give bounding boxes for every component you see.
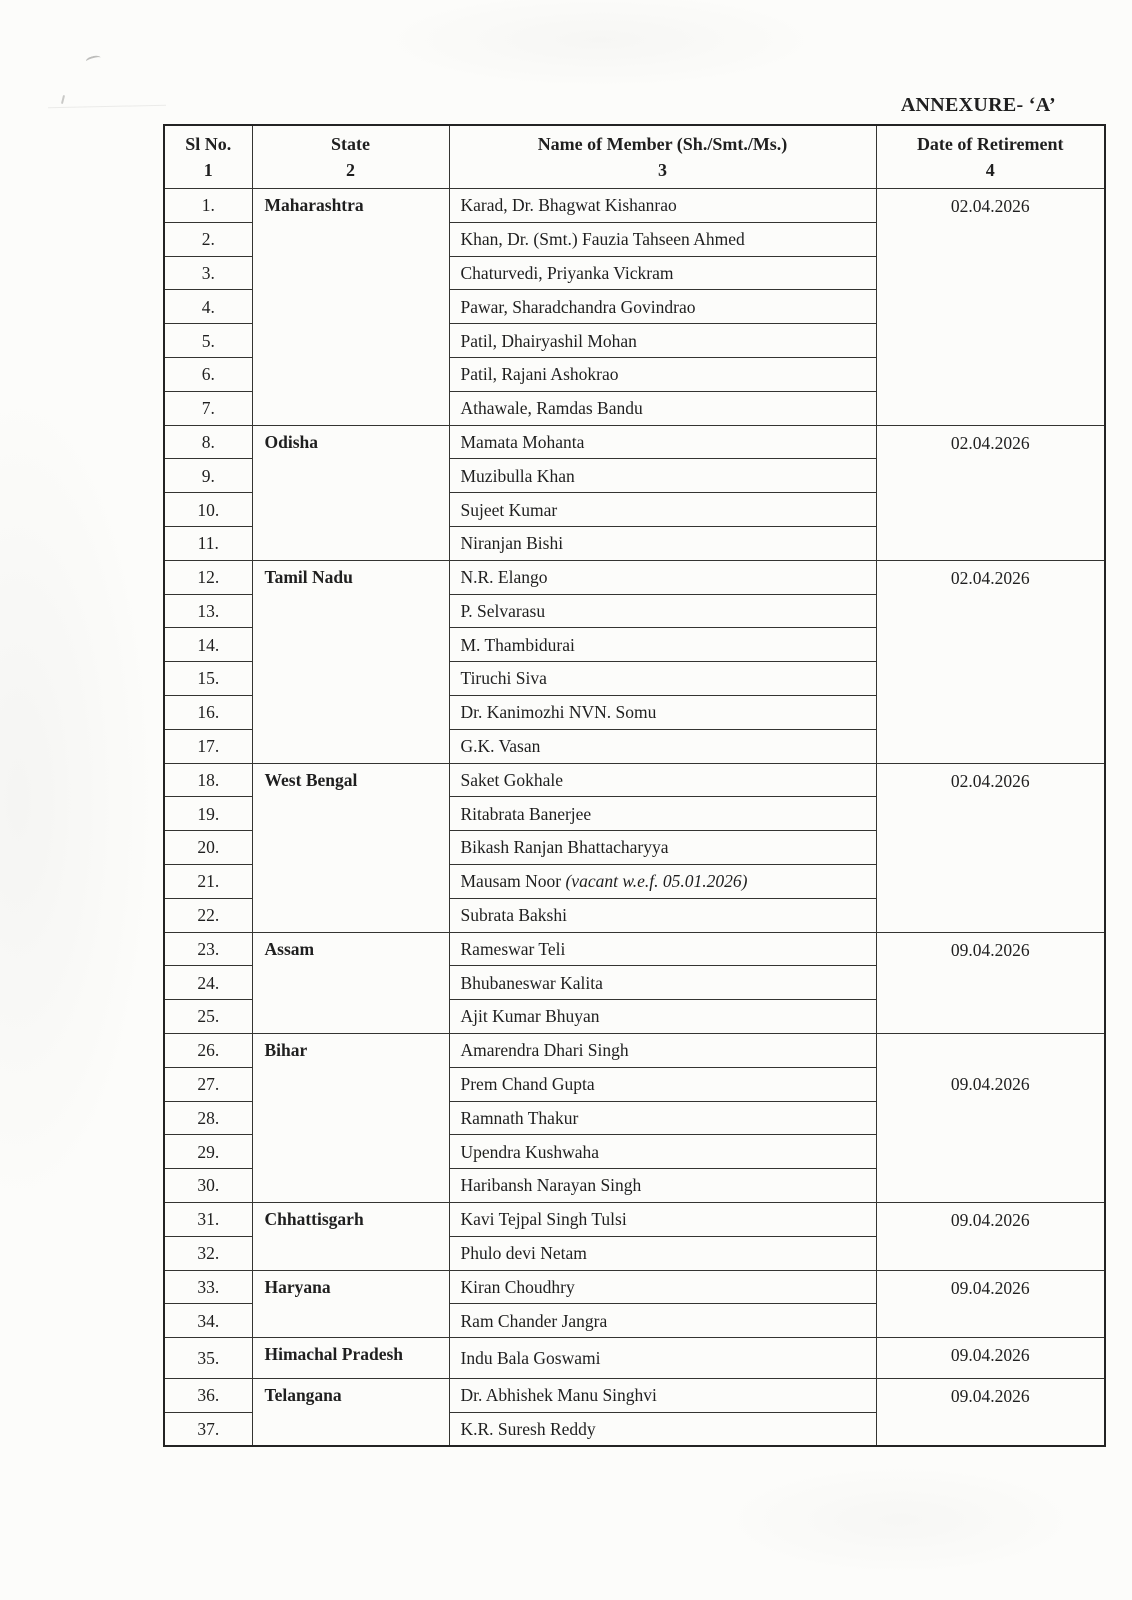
header-label: Date of Retirement: [916, 133, 1064, 154]
sl-no-cell: 11.: [164, 526, 252, 560]
state-cell: Assam: [252, 932, 449, 1033]
sl-no-cell: 22.: [164, 898, 252, 932]
member-name-cell: Ramnath Thakur: [449, 1101, 876, 1135]
sl-no-cell: 23.: [164, 932, 252, 966]
member-name-cell: Amarendra Dhari Singh: [449, 1033, 876, 1067]
sl-no-cell: 21.: [164, 864, 252, 898]
state-cell: Maharashtra: [252, 189, 449, 426]
vacancy-note: (vacant w.e.f. 05.01.2026): [561, 871, 748, 892]
annexure-title: ANNEXURE- ‘A’: [900, 94, 1056, 116]
date-cell: 09.04.2026: [876, 1338, 1105, 1379]
date-cell: 02.04.2026: [876, 560, 1105, 763]
sl-no-cell: 15.: [164, 662, 252, 696]
date-cell: 09.04.2026: [876, 1033, 1105, 1202]
state-cell: Odisha: [252, 425, 449, 560]
member-name-cell: Prem Chand Gupta: [449, 1067, 876, 1101]
member-name-cell: Ritabrata Banerjee: [449, 797, 876, 831]
member-name-cell: Ajit Kumar Bhuyan: [449, 1000, 876, 1034]
scan-artifact: [48, 105, 166, 108]
sl-no-cell: 27.: [164, 1067, 252, 1101]
sl-no-cell: 35.: [164, 1338, 252, 1379]
member-name-cell: Tiruchi Siva: [449, 662, 876, 696]
member-name-cell: Athawale, Ramdas Bandu: [449, 391, 876, 425]
sl-no-cell: 34.: [164, 1304, 252, 1338]
member-name-cell: Niranjan Bishi: [449, 526, 876, 560]
member-name-cell: Pawar, Sharadchandra Govindrao: [449, 290, 876, 324]
member-table-body: [164, 189, 1105, 1447]
member-name-cell: K.R. Suresh Reddy: [449, 1412, 876, 1446]
sl-no-cell: 31.: [164, 1202, 252, 1236]
scan-artifact: [61, 95, 65, 104]
header-member-name: [449, 125, 876, 189]
state-cell: Haryana: [252, 1270, 449, 1338]
sl-no-cell: 32.: [164, 1236, 252, 1270]
member-name-cell: Kiran Choudhry: [449, 1270, 876, 1304]
date-cell: 02.04.2026: [876, 189, 1105, 426]
member-name-cell: Patil, Dhairyashil Mohan: [449, 324, 876, 358]
sl-no-cell: 8.: [164, 425, 252, 459]
member-name-cell: Indu Bala Goswami: [449, 1338, 876, 1379]
table-row: [164, 560, 1105, 594]
member-name-cell: Mamata Mohanta: [449, 425, 876, 459]
member-name-cell: Chaturvedi, Priyanka Vickram: [449, 256, 876, 290]
member-name-cell: Bikash Ranjan Bhattacharyya: [449, 831, 876, 865]
sl-no-cell: 5.: [164, 324, 252, 358]
member-name-cell: Muzibulla Khan: [449, 459, 876, 493]
sl-no-cell: 24.: [164, 966, 252, 1000]
sl-no-cell: 17.: [164, 729, 252, 763]
header-retirement-date: [876, 125, 1105, 189]
sl-no-cell: 3.: [164, 256, 252, 290]
sl-no-cell: 33.: [164, 1270, 252, 1304]
sl-no-cell: 20.: [164, 831, 252, 865]
member-name-cell: Saket Gokhale: [449, 763, 876, 797]
header-label: State: [331, 133, 370, 154]
sl-no-cell: 2.: [164, 222, 252, 256]
header-state: [252, 125, 449, 189]
date-cell: 09.04.2026: [876, 1270, 1105, 1338]
date-cell: 09.04.2026: [876, 1378, 1105, 1446]
table-row: [164, 1378, 1105, 1412]
member-name-cell: Rameswar Teli: [449, 932, 876, 966]
sl-no-cell: 37.: [164, 1412, 252, 1446]
scan-artifact: [85, 54, 101, 65]
sl-no-cell: 4.: [164, 290, 252, 324]
member-name-cell: Upendra Kushwaha: [449, 1135, 876, 1169]
header-col-number: 2: [346, 159, 355, 180]
member-name-cell: Patil, Rajani Ashokrao: [449, 357, 876, 391]
sl-no-cell: 14.: [164, 628, 252, 662]
sl-no-cell: 28.: [164, 1101, 252, 1135]
state-cell: Tamil Nadu: [252, 560, 449, 763]
sl-no-cell: 29.: [164, 1135, 252, 1169]
member-name-cell: Dr. Kanimozhi NVN. Somu: [449, 695, 876, 729]
member-name-cell: Kavi Tejpal Singh Tulsi: [449, 1202, 876, 1236]
member-name-cell: Subrata Bakshi: [449, 898, 876, 932]
sl-no-cell: 10.: [164, 493, 252, 527]
sl-no-cell: 13.: [164, 594, 252, 628]
header-col-number: 3: [658, 159, 667, 180]
sl-no-cell: 19.: [164, 797, 252, 831]
sl-no-cell: 1.: [164, 189, 252, 223]
table-row: [164, 1202, 1105, 1236]
table-row: [164, 1338, 1105, 1379]
table-row: [164, 763, 1105, 797]
sl-no-cell: 16.: [164, 695, 252, 729]
header-col-number: 1: [203, 159, 213, 180]
header-col-number: 4: [985, 159, 995, 180]
sl-no-cell: 30.: [164, 1169, 252, 1203]
header-sl-no: [164, 125, 252, 189]
state-cell: Himachal Pradesh: [252, 1338, 449, 1379]
sl-no-cell: 18.: [164, 763, 252, 797]
table-row: [164, 1033, 1105, 1067]
member-name-cell: Haribansh Narayan Singh: [449, 1169, 876, 1203]
state-cell: Bihar: [252, 1033, 449, 1202]
member-name-cell: Mausam Noor (vacant w.e.f. 05.01.2026): [449, 864, 876, 898]
header-label: Name of Member (Sh./Smt./Ms.): [537, 133, 788, 154]
sl-no-cell: 9.: [164, 459, 252, 493]
member-name-cell: Khan, Dr. (Smt.) Fauzia Tahseen Ahmed: [449, 222, 876, 256]
sl-no-cell: 25.: [164, 1000, 252, 1034]
state-cell: West Bengal: [252, 763, 449, 932]
table-row: [164, 189, 1105, 223]
member-name-cell: Karad, Dr. Bhagwat Kishanrao: [449, 189, 876, 223]
member-name-cell: P. Selvarasu: [449, 594, 876, 628]
sl-no-cell: 12.: [164, 560, 252, 594]
date-cell: 02.04.2026: [876, 425, 1105, 560]
member-name-cell: M. Thambidurai: [449, 628, 876, 662]
member-name-cell: Ram Chander Jangra: [449, 1304, 876, 1338]
table-row: [164, 425, 1105, 459]
table-row: [164, 932, 1105, 966]
header-row: [164, 125, 1105, 189]
date-cell: 02.04.2026: [876, 763, 1105, 932]
date-cell: 09.04.2026: [876, 932, 1105, 1033]
member-name-cell: Dr. Abhishek Manu Singhvi: [449, 1378, 876, 1412]
table-row: [164, 1270, 1105, 1304]
sl-no-cell: 36.: [164, 1378, 252, 1412]
sl-no-cell: 6.: [164, 357, 252, 391]
date-cell: 09.04.2026: [876, 1202, 1105, 1270]
member-name-cell: Bhubaneswar Kalita: [449, 966, 876, 1000]
member-name-cell: G.K. Vasan: [449, 729, 876, 763]
member-name-cell: N.R. Elango: [449, 560, 876, 594]
sl-no-cell: 7.: [164, 391, 252, 425]
sl-no-cell: 26.: [164, 1033, 252, 1067]
retirement-table: [163, 124, 1106, 1447]
state-cell: Chhattisgarh: [252, 1202, 449, 1270]
member-name-cell: Phulo devi Netam: [449, 1236, 876, 1270]
header-label: Sl No.: [185, 133, 232, 154]
state-cell: Telangana: [252, 1378, 449, 1446]
member-name-cell: Sujeet Kumar: [449, 493, 876, 527]
